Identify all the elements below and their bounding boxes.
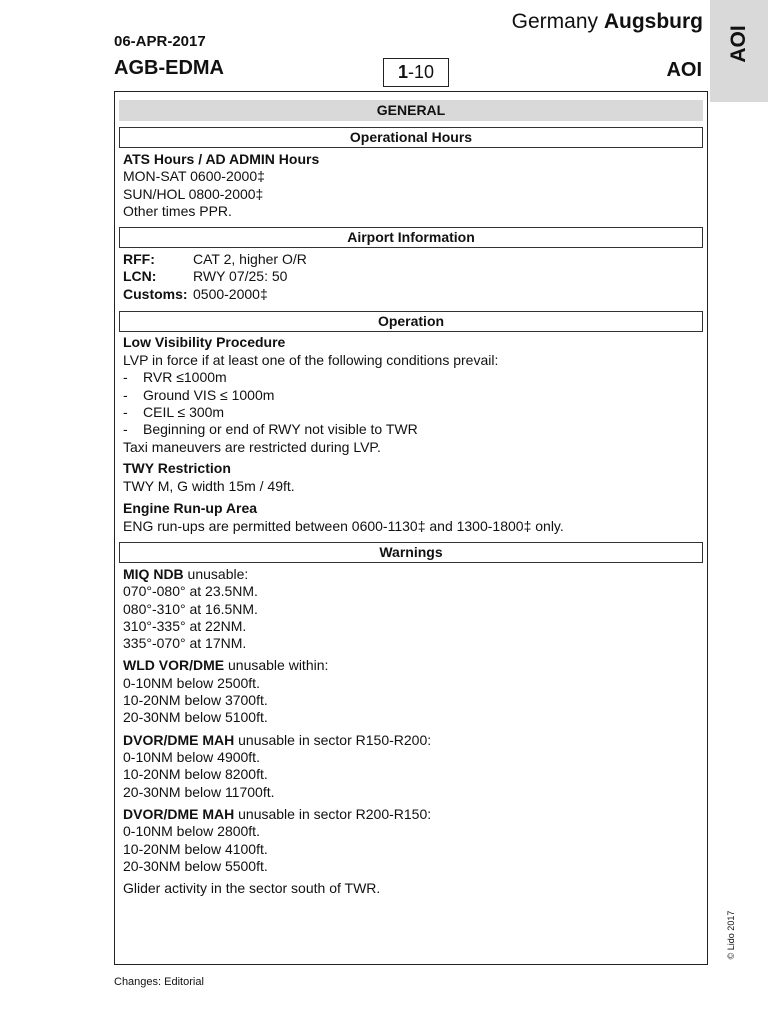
warning-detail: unusable: [183,566,249,582]
twy-heading: TWY Restriction [123,460,231,476]
info-value: CAT 2, higher O/R [193,251,307,267]
warning-line: 080°-310° at 16.5NM. [123,601,258,617]
warning-line: 20-30NM below 5100ft. [123,709,268,725]
chart-date: 06-APR-2017 [114,33,206,50]
info-value: RWY 07/25: 50 [193,268,288,284]
lvp-condition-text: CEIL ≤ 300m [143,404,225,420]
lvp-condition [123,369,227,386]
warning-line: 335°-070° at 17NM. [123,635,247,651]
copyright: © Lido 2017 [726,910,736,960]
info-key: Customs: [123,286,188,302]
page-number-suffix: -10 [408,62,435,82]
warning-heading [123,657,328,674]
hours-line: Other times PPR. [123,203,232,219]
warning-line: 10-20NM below 3700ft. [123,692,268,708]
airport-info-row [123,286,268,303]
lvp-condition [123,387,274,404]
warning-heading [123,566,248,583]
warning-line: 0-10NM below 4900ft. [123,749,260,765]
operation-header: Operation [119,311,703,332]
airport-info-row [123,268,287,285]
warning-line: 0-10NM below 2800ft. [123,823,260,839]
changes-note: Changes: Editorial [114,976,204,988]
hours-line: MON-SAT 0600-2000‡ [123,168,265,184]
warning-heading [123,732,431,749]
page-number-box [383,58,449,87]
warning-line: 20-30NM below 11700ft. [123,784,275,800]
ats-hours-heading: ATS Hours / AD ADMIN Hours [123,151,320,167]
city-name: Augsburg [603,10,703,33]
bullet-dash: - [123,369,128,385]
lvp-intro: LVP in force if at least one of the following conditions prevail: [123,352,499,368]
navaid-name: DVOR/DME MAH [123,732,235,748]
lvp-condition [123,421,418,438]
warning-line: 10-20NM below 4100ft. [123,841,268,857]
airport-code: AGB-EDMA [114,57,224,79]
location-title [512,10,703,34]
warnings-header: Warnings [119,542,703,563]
info-key: RFF: [123,251,155,267]
lvp-condition [123,404,224,421]
info-key: LCN: [123,268,157,284]
country-name: Germany [511,10,598,33]
bullet-dash: - [123,421,128,437]
warning-detail: unusable in sector R200-R150: [234,806,432,822]
warning-detail: unusable in sector R150-R200: [234,732,432,748]
region-tab-label: AOI [727,25,750,63]
info-value: 0500-2000‡ [193,286,268,302]
warning-line: 070°-080° at 23.5NM. [123,583,258,599]
page-number-prefix: 1 [397,62,408,82]
engine-text: ENG run-ups are permitted between 0600-1130‡ and 1300-1800‡ only. [123,518,564,534]
hours-line: SUN/HOL 0800-2000‡ [123,186,264,202]
operational-hours-header: Operational Hours [119,127,703,148]
twy-text: TWY M, G width 15m / 49ft. [123,478,295,494]
lvp-condition-text: Ground VIS ≤ 1000m [143,387,275,403]
navaid-name: WLD VOR/DME [123,657,225,673]
warning-line: 310°-335° at 22NM. [123,618,247,634]
warning-line: 10-20NM below 8200ft. [123,766,268,782]
engine-heading: Engine Run-up Area [123,500,258,516]
lvp-condition-text: Beginning or end of RWY not visible to TWR [143,421,418,437]
bullet-dash: - [123,404,128,420]
lvp-heading: Low Visibility Procedure [123,334,286,350]
glider-warning: Glider activity in the sector south of TWR. [123,880,381,896]
navaid-name: DVOR/DME MAH [123,806,235,822]
warning-line: 20-30NM below 5500ft. [123,858,268,874]
airport-information-header: Airport Information [119,227,703,248]
lvp-condition-text: RVR ≤1000m [143,369,227,385]
warning-line: 0-10NM below 2500ft. [123,675,260,691]
section-code: AOI [666,59,702,81]
warning-detail: unusable within: [224,657,329,673]
warning-heading [123,806,431,823]
general-header: GENERAL [119,100,703,121]
navaid-name: MIQ NDB [123,566,184,582]
lvp-note: Taxi maneuvers are restricted during LVP. [123,439,381,455]
bullet-dash: - [123,387,128,403]
airport-info-row [123,251,307,268]
